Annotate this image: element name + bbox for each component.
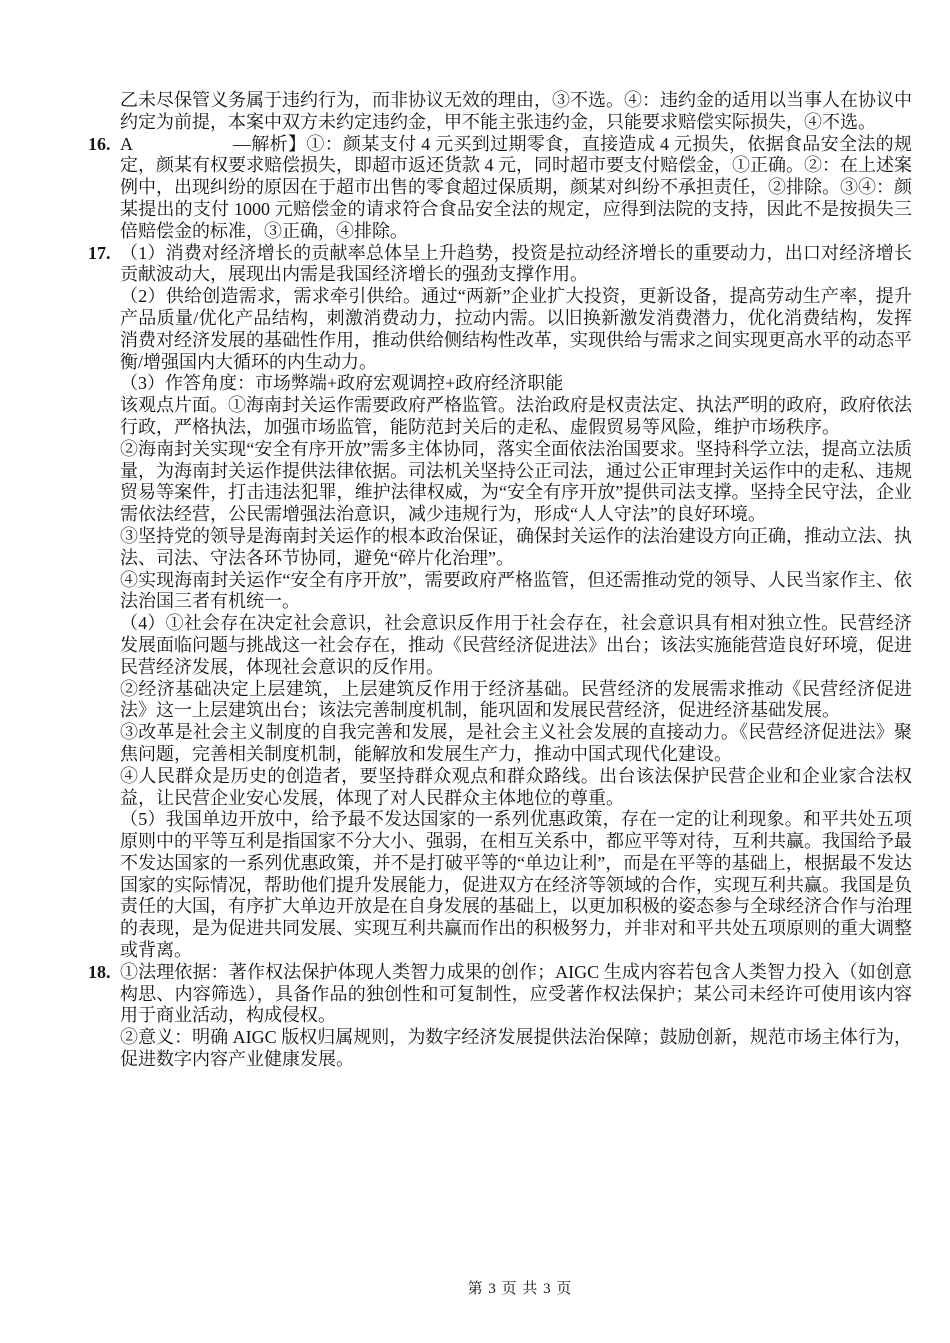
item-18-paragraph-2: ②意义：明确 AIGC 版权归属规则，为数字经济发展提供法治保障；鼓励创新，规范市场主体行为，促进数字内容产业健康发展。: [120, 1027, 912, 1070]
item-16: [88, 134, 912, 243]
item-17-paragraph-8: （4）①社会存在决定社会意识，社会意识反作用于社会存在，社会意识具有相对独立性。民营经济发展面临问题与挑战这一社会存在，推动《民营经济促进法》出台；该法实施能营造良好环境，促进民营经济发展，体现社会意识的反作用。: [120, 613, 912, 677]
item-18-paragraph-1: ①法理依据：著作权法保护体现人类智力成果的创作；AIGC 生成内容若包含人类智力投入（如创意构思、内容筛选），具备作品的独创性和可复制性，应受著作权法保护；某公司未经许可使用该内容用于商业活动，构成侵权。: [120, 961, 912, 1026]
item-18-content: [120, 962, 912, 1071]
item-16-analysis-text: —解析】①：颜某支付 4 元买到过期零食，直接造成 4 元损失，依据食品安全法的规定，颜某有权要求赔偿损失，即超市返还货款 4 元，同时超市要支付赔偿金，①正确。②：在上述案例中，出现纠纷的原因在于超市出售的零食超过保质期，颜某对纠纷不承担责任，②排除。③④：颜某提出的支付 1000 元赔偿金的请求符合食品安全法的规定，应得到法院的支持，因此不是按损失三倍赔偿金的标准，③正确，④排除。: [120, 133, 912, 241]
item-17-paragraph-1: （1）消费对经济增长的贡献率总体呈上升趋势，投资是拉动经济增长的重要动力，出口对经济增长贡献波动大，展现出内需是我国经济增长的强劲支撑作用。: [120, 242, 912, 285]
answer-key-document: [88, 90, 912, 1071]
item-16-analysis-paragraph: [120, 134, 912, 243]
item-17-paragraph-6: ③坚持党的领导是海南封关运作的根本政治保证，确保封关运作的法治建设方向正确，推动立法、执法、司法、守法各环节协同，避免“碎片化治理”。: [120, 525, 912, 568]
item-17: [88, 243, 912, 962]
item-17-paragraph-7: ④实现海南封关运作“安全有序开放”，需要政府严格监管，但还需推动党的领导、人民当家作主、依法治国三者有机统一。: [120, 569, 912, 612]
item-18: [88, 962, 912, 1071]
item-17-paragraph-2: （2）供给创造需求，需求牵引供给。通过“两新”企业扩大投资，更新设备，提高劳动生产率，提升产品质量/优化产品结构，刺激消费动力，拉动内需。以旧换新激发消费潜力，优化消费结构，发挥消费对经济发展的基础性作用，推动供给侧结构性改革，实现供给与需求之间实现更高水平的动态平衡/增强国内大循环的内生动力。: [120, 286, 912, 372]
item-17-number: 17.: [88, 242, 111, 263]
item-17-paragraph-10: ③改革是社会主义制度的自我完善和发展，是社会主义社会发展的直接动力。《民营经济促进法》聚焦问题，完善相关制度机制，能解放和发展生产力，推动中国式现代化建设。: [120, 722, 912, 764]
item-17-paragraph-9: ②经济基础决定上层建筑，上层建筑反作用于经济基础。民营经济的发展需求推动《民营经济促进法》这一上层建筑出台；该法完善制度机制，能巩固和发展民营经济，促进经济基础发展。: [120, 678, 912, 721]
item-17-paragraph-5: ②海南封关实现“安全有序开放”需多主体协同，落实全面依法治国要求。坚持科学立法，提高立法质量，为海南封关运作提供法律依据。司法机关坚持公正司法，通过公正审理封关运作中的走私、违规贸易等案件，打击违法犯罪，维护法律权威，为“安全有序开放”提供司法支撑。坚持全民守法，企业需依法经营，公民需增强法治意识，减少违规行为，形成“人人守法”的良好环境。: [120, 438, 912, 525]
item-18-number: 18.: [88, 961, 111, 982]
answer-gap-spacer: [133, 149, 233, 150]
item-17-paragraph-4: 该观点片面。①海南封关运作需要政府严格监管。法治政府是权责法定、执法严明的政府，政府依法行政，严格执法，加强市场监管，能防范封关后的走私、虚假贸易等风险，维护市场秩序。: [120, 395, 912, 437]
item-16-number: 16.: [88, 133, 111, 154]
continuation-paragraph: 乙未尽保管义务属于违约行为，而非协议无效的理由，③不选。④：违约金的适用以当事人在协议中约定为前提，本案中双方未约定违约金，甲不能主张违约金，只能要求赔偿实际损失，④不选。: [120, 90, 912, 132]
item-16-answer: A: [120, 133, 133, 154]
item-17-paragraph-3: （3）作答角度：市场弊端+政府宏观调控+政府经济职能: [120, 373, 564, 394]
page-footer: 第 3 页 共 3 页: [467, 1281, 573, 1297]
item-17-paragraph-11: ④人民群众是历史的创造者，要坚持群众观点和群众路线。出台该法保护民营企业和企业家合法权益，让民营企业安心发展，体现了对人民群众主体地位的尊重。: [120, 765, 912, 808]
item-16-content: [120, 134, 912, 243]
item-17-content: [120, 243, 912, 962]
item-17-paragraph-12: （5）我国单边开放中，给予最不发达国家的一系列优惠政策，存在一定的让利现象。和平共处五项原则中的平等互利是指国家不分大小、强弱，在相互关系中，都应平等对待，互利共赢。我国给予最不发达国家的一系列优惠政策，并不是打破平等的“单边让利”，而是在平等的基础上，根据最不发达国家的实际情况，帮助他们提升发展能力，促进双方在经济等领域的合作，实现互利共赢。我国是负责任的大国，有序扩大单边开放是在自身发展的基础上，以更加积极的姿态参与全球经济合作与治理的表现，是为促进共同发展、实现互利共赢而作出的积极努力，并非对和平共处五项原则的重大调整或背离。: [120, 809, 912, 961]
